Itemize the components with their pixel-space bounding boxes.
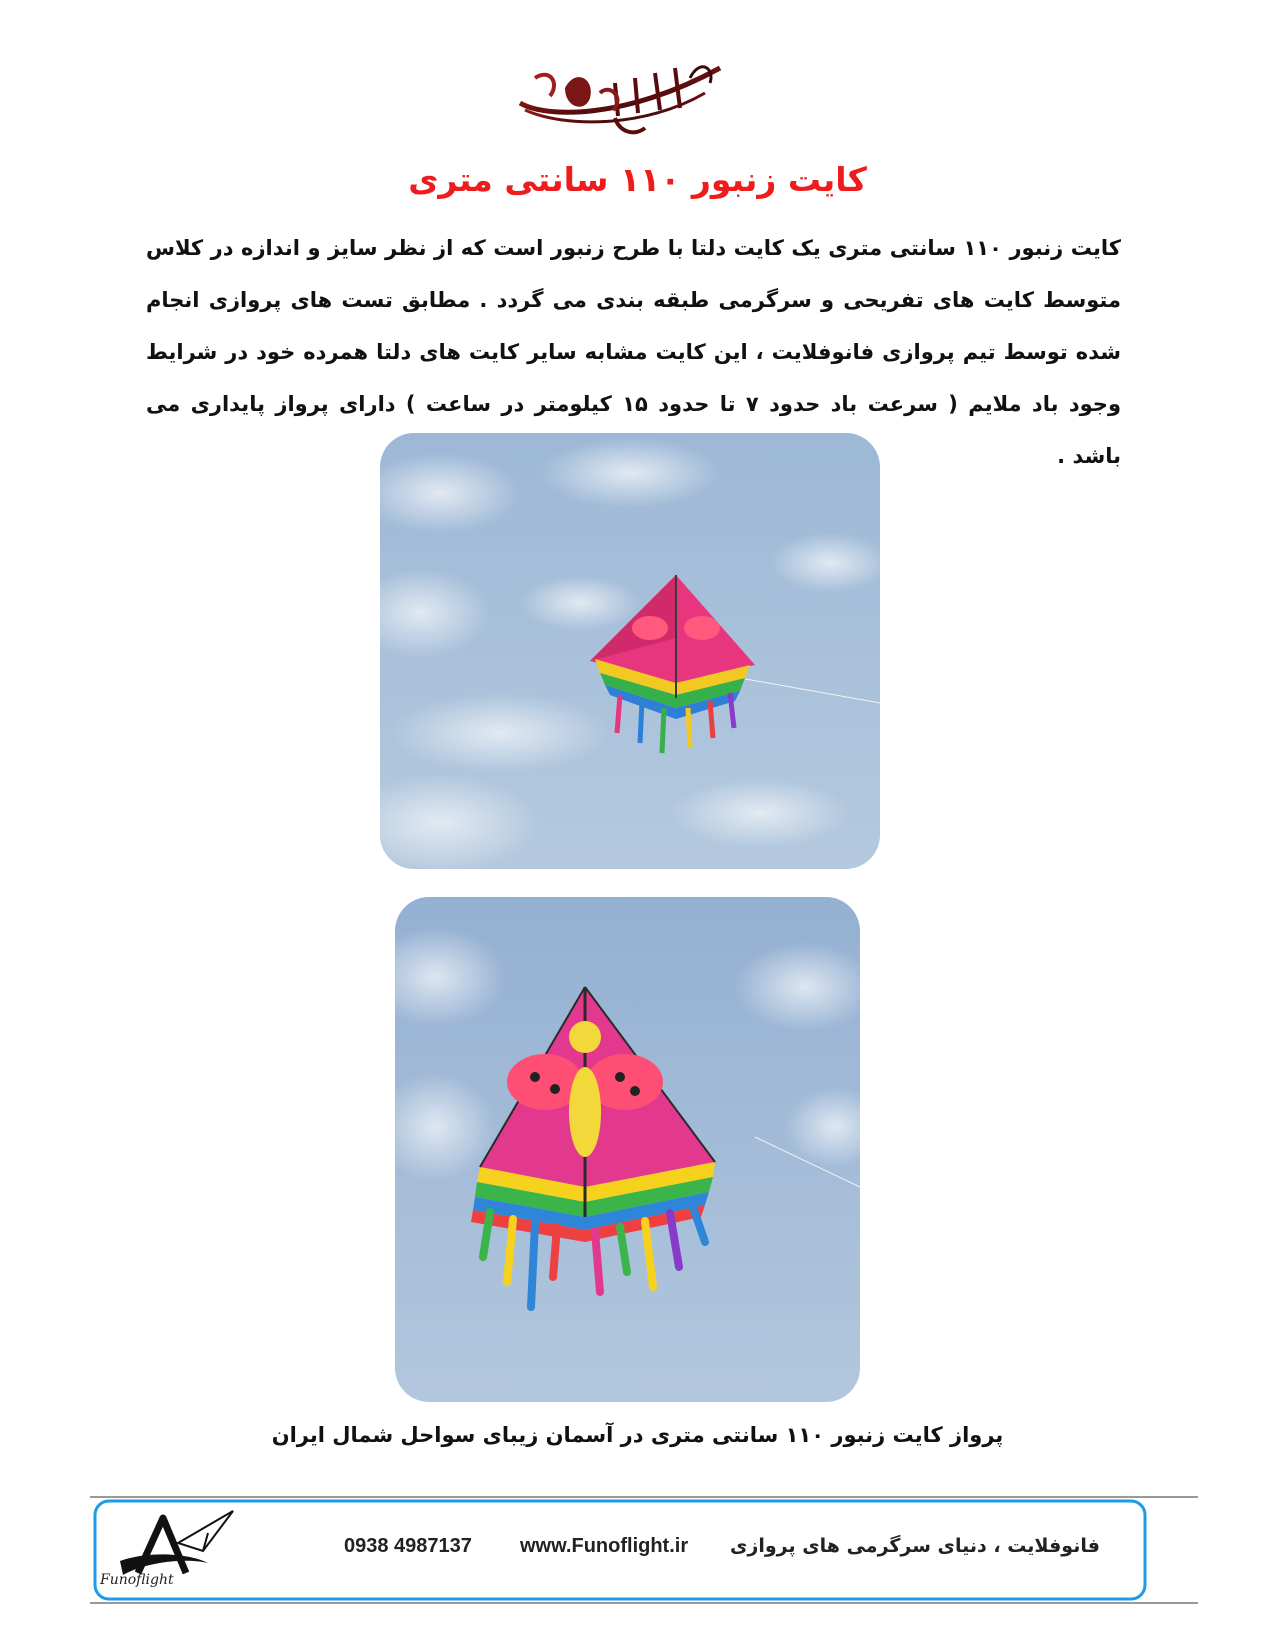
brand-name: Funoflight	[100, 1572, 174, 1588]
footer-banner	[90, 1495, 1198, 1605]
footer-slogan: فانوفلایت ، دنیای سرگرمی های پروازی	[730, 1535, 1100, 1557]
basmala-calligraphy-logo	[505, 48, 730, 143]
kite-photo-2	[395, 897, 860, 1402]
page-title: کایت زنبور ۱۱۰ سانتی متری	[408, 160, 867, 199]
kite-photo-1	[380, 433, 880, 869]
phone-number: 0938 4987137	[344, 1535, 472, 1557]
description-paragraph: کایت زنبور ۱۱۰ سانتی متری یک کایت دلتا با طرح زنبور است که از نظر سایز و اندازه در کلاس متوسط کایت های تفریحی و سرگرمی طبقه بندی می گردد . مطابق تست های پروازی انجام شده توسط تیم پروازی فانوفلایت ، این کایت مشابه سایر کایت های دلتا همرده خود در شرایط وجود باد ملایم ( سرعت باد حدود ۷ تا حدود ۱۵ کیلومتر در ساعت ) دارای پرواز پایداری می باشد .	[146, 236, 1122, 468]
photo-caption: پرواز کایت زنبور ۱۱۰ سانتی متری در آسمان زیبای سواحل شمال ایران	[271, 1423, 1004, 1447]
website-link[interactable]: www.Funoflight.ir	[520, 1535, 689, 1557]
